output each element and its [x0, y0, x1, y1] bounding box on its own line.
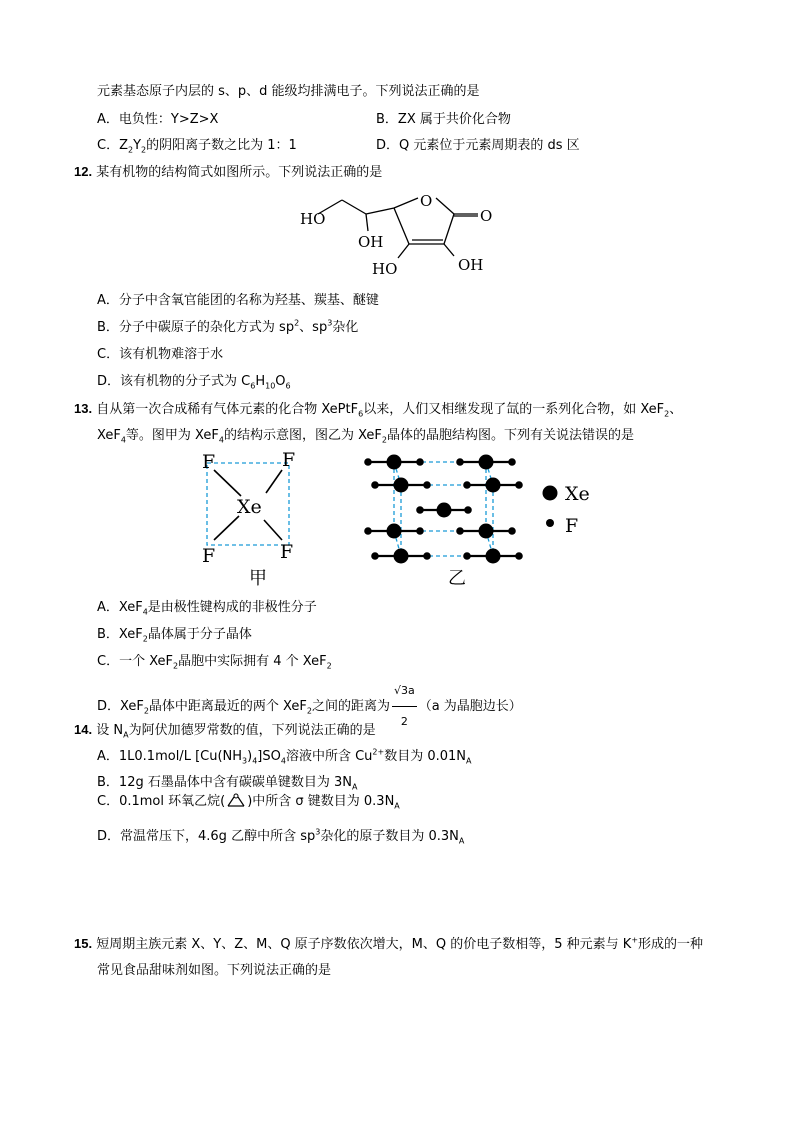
- q13-option-a[interactable]: A．XeF$_4$是由极性键构成的非极性分子: [97, 600, 317, 617]
- q14-option-a[interactable]: A．1L0.1mol/L $[Cu(NH_3)_4]SO_4$溶液中所含 $Cu^{2+}$数目为 $0.01N_A$: [97, 747, 472, 766]
- q13-jia-f-tl: F: [202, 451, 216, 473]
- q11-option-c[interactable]: C．$Z_2Y_2$的阴阳离子数之比为 1：1: [97, 138, 297, 155]
- q12-structure-diagram: [296, 188, 506, 280]
- q13-jia-caption: 甲: [249, 568, 267, 588]
- q12-label-ho-top: HO: [300, 210, 326, 228]
- q11-option-b[interactable]: B．ZX 属于共价化合物: [376, 112, 511, 127]
- q13-jia-f-br: F: [280, 541, 294, 563]
- q12-option-c[interactable]: C．该有机物难溶于水: [97, 347, 224, 362]
- q13-option-c[interactable]: C．一个 XeF$_2$晶胞中实际拥有 4 个 XeF$_2$: [97, 654, 332, 671]
- q12-stem: 12. 某有机物的结构简式如图所示。下列说法正确的是: [74, 164, 383, 180]
- q13-option-b[interactable]: B．XeF$_2$晶体属于分子晶体: [97, 627, 252, 644]
- q13-stem-line2: XeF$_4$等。图甲为 XeF$_4$的结构示意图，图乙为 XeF$_2$晶体的晶胞结构图。下列有关说法错误的是: [97, 428, 634, 445]
- q12-option-a[interactable]: A．分子中含氧官能团的名称为羟基、羰基、醚键: [97, 293, 379, 308]
- q13-figure-yi: [360, 448, 600, 588]
- q13-option-d[interactable]: D．XeF$_2$晶体中距离最近的两个 XeF$_2$之间的距离为 $\frac{√3a}{2}$ （a 为晶胞边长）: [97, 676, 522, 737]
- q13-jia-f-bl: F: [202, 545, 216, 567]
- q12-label-o-ring: O: [420, 192, 433, 210]
- q12-label-oh-mid: OH: [358, 233, 384, 251]
- q15-stem-line2: 常见食品甜味剂如图。下列说法正确的是: [97, 963, 332, 978]
- q13-yi-caption: 乙: [448, 568, 466, 588]
- q13-d-fraction: $\frac{√3a}{2}$: [392, 676, 417, 737]
- q11-intro: 元素基态原子内层的 s、p、d 能级均排满电子。下列说法正确的是: [97, 84, 480, 99]
- q12-option-b[interactable]: B．分子中碳原子的杂化方式为 $sp^2$、$sp^3$杂化: [97, 318, 359, 335]
- q13-yi-legend-xe: Xe: [565, 483, 590, 505]
- q13-jia-f-tr: F: [282, 449, 296, 471]
- q13-figure-jia: [196, 448, 306, 588]
- q13-jia-xe: Xe: [237, 496, 262, 518]
- q14-option-c[interactable]: C．0.1mol 环氧乙烷( )中所含 σ 键数目为 $0.3N_A$: [97, 794, 400, 811]
- q13-stem-line1: 13. 自从第一次合成稀有气体元素的化合物 XePtF$_6$以来，人们又相继发现了氙的一系列化合物，如 XeF$_2$、: [74, 401, 683, 419]
- q12-label-ho-bottom: HO: [372, 260, 398, 278]
- q11-option-a[interactable]: A．电负性：Y>Z>X: [97, 112, 219, 127]
- q11-option-d[interactable]: D．Q 元素位于元素周期表的 ds 区: [376, 138, 580, 153]
- q14-option-b[interactable]: B．12g 石墨晶体中含有碳碳单键数目为 $3N_A$: [97, 775, 358, 792]
- q14-option-d[interactable]: D．常温常压下，4.6g 乙醇中所含 $sp^3$杂化的原子数目为 $0.3N_A$: [97, 827, 465, 846]
- q13-yi-legend-f: F: [565, 515, 579, 537]
- q15-stem-line1: 15. 短周期主族元素 X、Y、Z、M、Q 原子序数依次增大，M、Q 的价电子数相等，5 种元素与 K+形成的一种: [74, 935, 704, 952]
- q12-option-d[interactable]: D．该有机物的分子式为 $C_6H_{10}O_6$: [97, 374, 291, 391]
- q12-label-o-carbonyl: O: [480, 207, 493, 225]
- epoxyethane-structure-icon: [225, 792, 247, 808]
- q14-stem: 14. 设 $N_A$为阿伏加德罗常数的值，下列说法正确的是: [74, 722, 376, 740]
- q12-label-oh-bottom: OH: [458, 256, 484, 274]
